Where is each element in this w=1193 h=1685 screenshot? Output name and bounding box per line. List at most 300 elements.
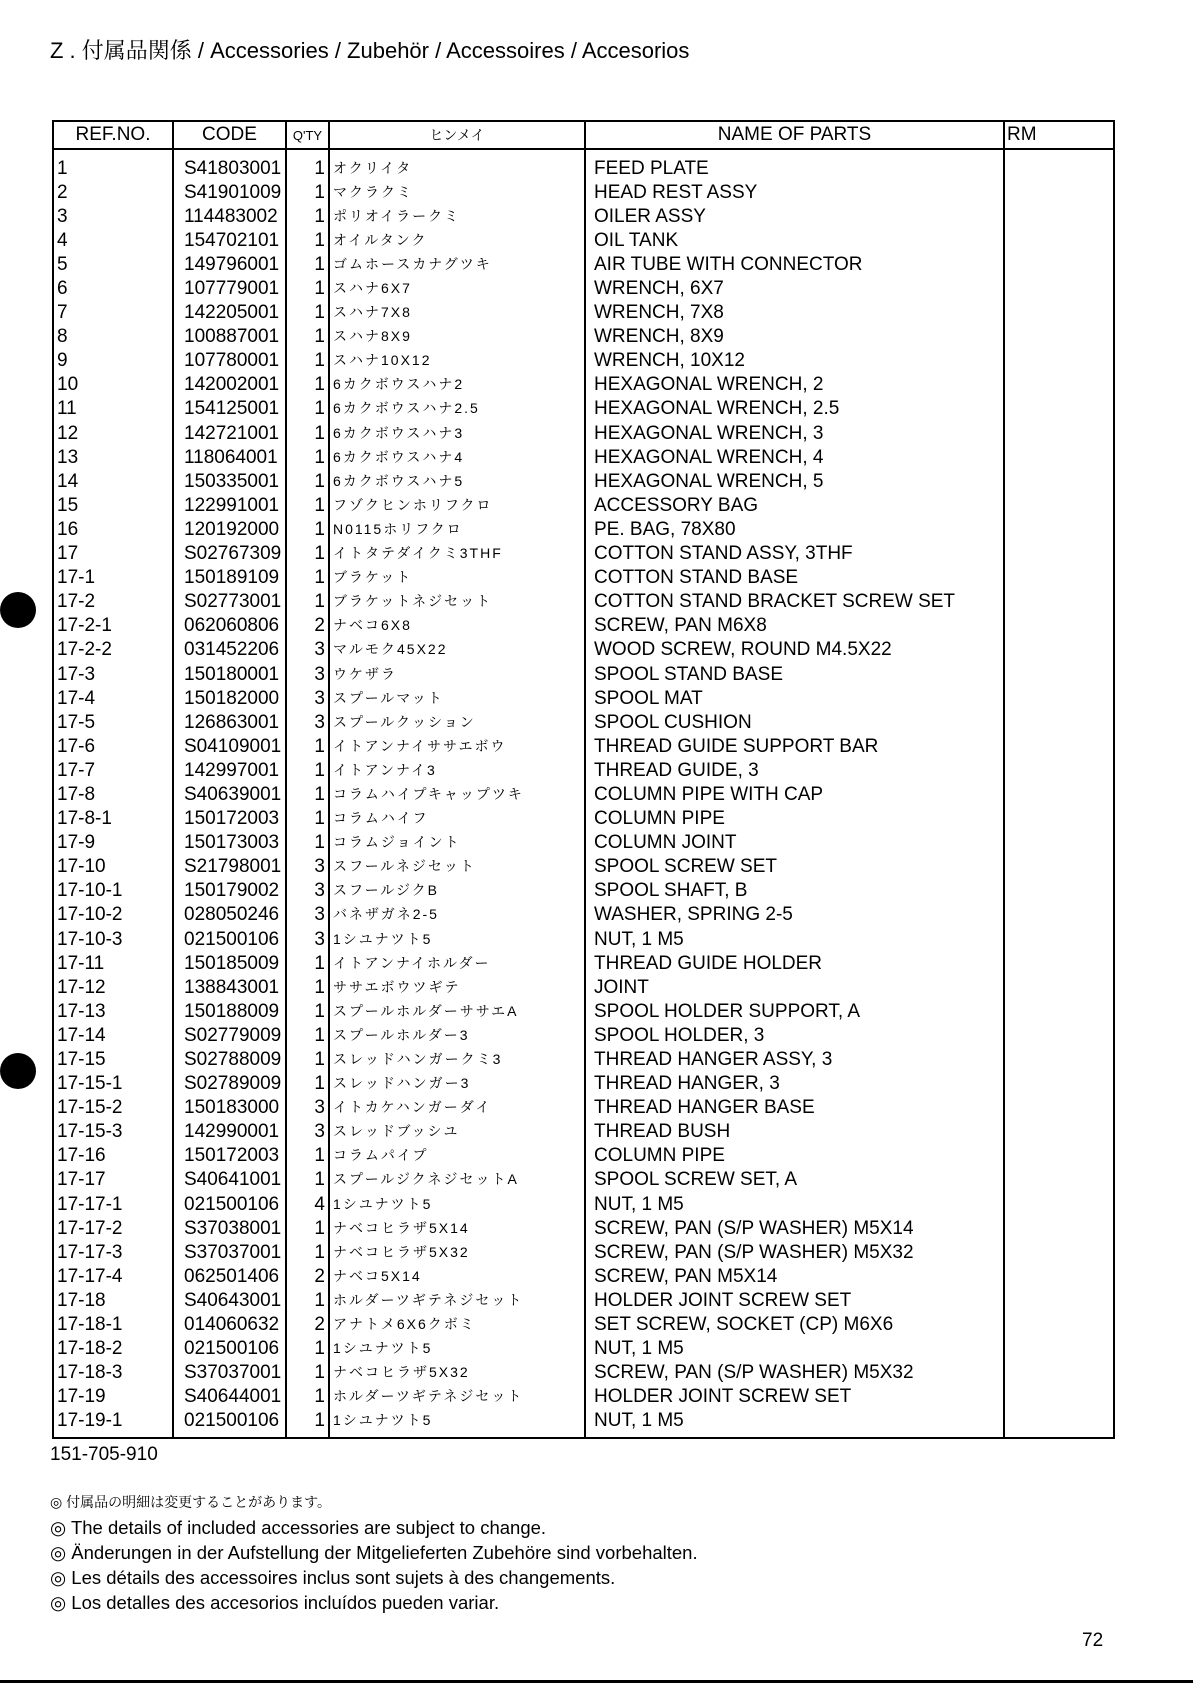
note-french: ◎ Les détails des accessoires inclus sont sujets à des changements. <box>50 1567 616 1588</box>
cell-name-of-parts: NUT, 1 M5 <box>585 927 1004 951</box>
cell-kana-name: イトアンナイホルダー <box>329 951 585 975</box>
cell-code: 122991001 <box>173 493 286 517</box>
cell-code: S02779009 <box>173 1023 286 1047</box>
cell-qty: 3 <box>286 879 329 903</box>
cell-ref-no: 17-18 <box>53 1288 173 1312</box>
cell-code: S02789009 <box>173 1072 286 1096</box>
cell-code: 126863001 <box>173 710 286 734</box>
cell-rm <box>1004 421 1114 445</box>
cell-name-of-parts: SCREW, PAN M6X8 <box>585 614 1004 638</box>
cell-rm <box>1004 903 1114 927</box>
cell-ref-no: 17-10 <box>53 855 173 879</box>
cell-code: 142997001 <box>173 758 286 782</box>
cell-qty: 1 <box>286 1337 329 1361</box>
note-german: ◎ Änderungen in der Aufstellung der Mitgelieferten Zubehöre sind vorbehalten. <box>50 1542 698 1563</box>
cell-code: 021500106 <box>173 1409 286 1438</box>
cell-rm <box>1004 879 1114 903</box>
cell-kana-name: 6カクボウスハナ4 <box>329 445 585 469</box>
cell-ref-no: 17-8-1 <box>53 807 173 831</box>
cell-code: 149796001 <box>173 252 286 276</box>
cell-rm <box>1004 542 1114 566</box>
cell-code: 014060632 <box>173 1313 286 1337</box>
cell-qty: 1 <box>286 349 329 373</box>
cell-ref-no: 11 <box>53 397 173 421</box>
cell-code: S02767309 <box>173 542 286 566</box>
cell-rm <box>1004 1409 1114 1438</box>
cell-rm <box>1004 662 1114 686</box>
cell-kana-name: マルモク45X22 <box>329 638 585 662</box>
cell-name-of-parts: SCREW, PAN (S/P WASHER) M5X32 <box>585 1240 1004 1264</box>
cell-qty: 3 <box>286 1120 329 1144</box>
cell-rm <box>1004 149 1114 180</box>
cell-code: S21798001 <box>173 855 286 879</box>
cell-ref-no: 13 <box>53 445 173 469</box>
cell-name-of-parts: SPOOL SCREW SET, A <box>585 1168 1004 1192</box>
cell-ref-no: 4 <box>53 228 173 252</box>
table-row <box>53 301 1114 325</box>
cell-rm <box>1004 831 1114 855</box>
cell-qty: 1 <box>286 734 329 758</box>
cell-rm <box>1004 999 1114 1023</box>
table-row <box>53 686 1114 710</box>
cell-name-of-parts: THREAD GUIDE SUPPORT BAR <box>585 734 1004 758</box>
cell-rm <box>1004 349 1114 373</box>
table-row <box>53 1240 1114 1264</box>
table-row <box>53 276 1114 300</box>
cell-kana-name: 6カクボウスハナ5 <box>329 469 585 493</box>
cell-ref-no: 17-2-1 <box>53 614 173 638</box>
table-row <box>53 614 1114 638</box>
cell-kana-name: 1シユナツト5 <box>329 1409 585 1438</box>
cell-code: 150188009 <box>173 999 286 1023</box>
table-row <box>53 517 1114 541</box>
cell-kana-name: N0115ホリフクロ <box>329 517 585 541</box>
cell-ref-no: 12 <box>53 421 173 445</box>
cell-qty: 3 <box>286 686 329 710</box>
cell-name-of-parts: OILER ASSY <box>585 204 1004 228</box>
cell-rm <box>1004 373 1114 397</box>
cell-qty: 3 <box>286 903 329 927</box>
cell-rm <box>1004 614 1114 638</box>
cell-kana-name: バネザガネ2-5 <box>329 903 585 927</box>
cell-rm <box>1004 325 1114 349</box>
cell-kana-name: スレッドハンガークミ3 <box>329 1047 585 1071</box>
cell-ref-no: 17-17-2 <box>53 1216 173 1240</box>
cell-name-of-parts: SCREW, PAN (S/P WASHER) M5X32 <box>585 1361 1004 1385</box>
cell-kana-name: スプールクッション <box>329 710 585 734</box>
page-heading: Z . 付属品関係 / Accessories / Zubehör / Accessoires / Accesorios <box>50 38 690 63</box>
cell-qty: 3 <box>286 1096 329 1120</box>
cell-qty: 1 <box>286 373 329 397</box>
cell-name-of-parts: HEXAGONAL WRENCH, 3 <box>585 421 1004 445</box>
cell-name-of-parts: WOOD SCREW, ROUND M4.5X22 <box>585 638 1004 662</box>
cell-code: S02773001 <box>173 590 286 614</box>
cell-ref-no: 17-6 <box>53 734 173 758</box>
table-row <box>53 662 1114 686</box>
notes-block <box>50 1490 698 1615</box>
cell-name-of-parts: THREAD GUIDE HOLDER <box>585 951 1004 975</box>
cell-qty: 1 <box>286 1240 329 1264</box>
note-japanese: ◎ 付属品の明細は変更することがあります。 <box>50 1494 331 1510</box>
header-kana-name: ヒンメイ <box>329 121 585 149</box>
cell-code: 062060806 <box>173 614 286 638</box>
cell-qty: 1 <box>286 421 329 445</box>
cell-rm <box>1004 951 1114 975</box>
cell-name-of-parts: SPOOL STAND BASE <box>585 662 1004 686</box>
cell-rm <box>1004 1096 1114 1120</box>
cell-qty: 2 <box>286 1313 329 1337</box>
cell-kana-name: スハナ7X8 <box>329 301 585 325</box>
cell-rm <box>1004 686 1114 710</box>
table-row <box>53 590 1114 614</box>
cell-qty: 3 <box>286 855 329 879</box>
cell-qty: 1 <box>286 975 329 999</box>
cell-ref-no: 17-15-2 <box>53 1096 173 1120</box>
cell-ref-no: 17-10-2 <box>53 903 173 927</box>
cell-rm <box>1004 1168 1114 1192</box>
cell-rm <box>1004 1264 1114 1288</box>
cell-name-of-parts: THREAD GUIDE, 3 <box>585 758 1004 782</box>
table-row <box>53 180 1114 204</box>
cell-kana-name: ナベコヒラザ5X32 <box>329 1361 585 1385</box>
cell-kana-name: スレッドブッシユ <box>329 1120 585 1144</box>
table-row <box>53 1337 1114 1361</box>
cell-qty: 4 <box>286 1192 329 1216</box>
cell-kana-name: イトタテダイクミ3THF <box>329 542 585 566</box>
cell-code: 154702101 <box>173 228 286 252</box>
cell-kana-name: アナトメ6X6クボミ <box>329 1313 585 1337</box>
cell-name-of-parts: HEXAGONAL WRENCH, 4 <box>585 445 1004 469</box>
cell-code: S41803001 <box>173 149 286 180</box>
cell-code: 021500106 <box>173 927 286 951</box>
cell-kana-name: ホルダーツギテネジセット <box>329 1385 585 1409</box>
cell-ref-no: 17-5 <box>53 710 173 734</box>
cell-kana-name: イトカケハンガーダイ <box>329 1096 585 1120</box>
cell-qty: 1 <box>286 807 329 831</box>
cell-code: 150172003 <box>173 1144 286 1168</box>
cell-code: 107780001 <box>173 349 286 373</box>
cell-code: 154125001 <box>173 397 286 421</box>
cell-code: S40644001 <box>173 1385 286 1409</box>
cell-name-of-parts: JOINT <box>585 975 1004 999</box>
table-row <box>53 1361 1114 1385</box>
cell-code: 150172003 <box>173 807 286 831</box>
cell-name-of-parts: ACCESSORY BAG <box>585 493 1004 517</box>
table-row <box>53 903 1114 927</box>
cell-name-of-parts: WRENCH, 6X7 <box>585 276 1004 300</box>
table-row <box>53 807 1114 831</box>
cell-name-of-parts: HEXAGONAL WRENCH, 2 <box>585 373 1004 397</box>
cell-code: 150189109 <box>173 566 286 590</box>
table-row <box>53 1023 1114 1047</box>
cell-kana-name: ホルダーツギテネジセット <box>329 1288 585 1312</box>
table-row <box>53 1168 1114 1192</box>
cell-name-of-parts: COLUMN PIPE <box>585 1144 1004 1168</box>
header-ref-no: REF.NO. <box>53 121 173 149</box>
cell-ref-no: 17-1 <box>53 566 173 590</box>
cell-ref-no: 17-13 <box>53 999 173 1023</box>
cell-rm <box>1004 1047 1114 1071</box>
cell-ref-no: 6 <box>53 276 173 300</box>
cell-code: S37038001 <box>173 1216 286 1240</box>
cell-name-of-parts: COLUMN JOINT <box>585 831 1004 855</box>
cell-name-of-parts: THREAD HANGER ASSY, 3 <box>585 1047 1004 1071</box>
table-row <box>53 782 1114 806</box>
table-row <box>53 1120 1114 1144</box>
cell-kana-name: スフールネジセット <box>329 855 585 879</box>
cell-kana-name: 6カクボウスハナ2 <box>329 373 585 397</box>
cell-name-of-parts: OIL TANK <box>585 228 1004 252</box>
cell-qty: 1 <box>286 469 329 493</box>
cell-ref-no: 17-15-3 <box>53 1120 173 1144</box>
cell-kana-name: ナベコヒラザ5X14 <box>329 1216 585 1240</box>
table-row <box>53 445 1114 469</box>
table-row <box>53 927 1114 951</box>
cell-code: 100887001 <box>173 325 286 349</box>
table-row <box>53 710 1114 734</box>
cell-qty: 1 <box>286 999 329 1023</box>
cell-name-of-parts: COTTON STAND BASE <box>585 566 1004 590</box>
cell-kana-name: ゴムホースカナグツキ <box>329 252 585 276</box>
cell-qty: 1 <box>286 1144 329 1168</box>
cell-name-of-parts: SET SCREW, SOCKET (CP) M6X6 <box>585 1313 1004 1337</box>
cell-kana-name: 1シユナツト5 <box>329 1192 585 1216</box>
cell-ref-no: 17-14 <box>53 1023 173 1047</box>
cell-qty: 2 <box>286 1264 329 1288</box>
cell-code: 062501406 <box>173 1264 286 1288</box>
cell-name-of-parts: NUT, 1 M5 <box>585 1409 1004 1438</box>
cell-name-of-parts: SCREW, PAN M5X14 <box>585 1264 1004 1288</box>
table-row <box>53 999 1114 1023</box>
cell-rm <box>1004 927 1114 951</box>
cell-ref-no: 17-9 <box>53 831 173 855</box>
cell-code: 150183000 <box>173 1096 286 1120</box>
table-row <box>53 252 1114 276</box>
document-number: 151-705-910 <box>50 1444 158 1465</box>
cell-name-of-parts: THREAD BUSH <box>585 1120 1004 1144</box>
table-body <box>53 149 1114 1438</box>
cell-ref-no: 17-11 <box>53 951 173 975</box>
cell-rm <box>1004 1288 1114 1312</box>
cell-ref-no: 17-15 <box>53 1047 173 1071</box>
table-row <box>53 1409 1114 1438</box>
cell-kana-name: 1シユナツト5 <box>329 1337 585 1361</box>
header-rm: RM <box>1004 121 1114 149</box>
cell-kana-name: ブラケット <box>329 566 585 590</box>
accessories-parts-table <box>52 120 1115 1439</box>
cell-kana-name: ナベコヒラザ5X32 <box>329 1240 585 1264</box>
cell-code: S37037001 <box>173 1361 286 1385</box>
cell-code: S37037001 <box>173 1240 286 1264</box>
table-row <box>53 325 1114 349</box>
cell-code: S40643001 <box>173 1288 286 1312</box>
cell-name-of-parts: SPOOL MAT <box>585 686 1004 710</box>
cell-qty: 1 <box>286 1288 329 1312</box>
cell-rm <box>1004 1023 1114 1047</box>
cell-qty: 1 <box>286 397 329 421</box>
table-row <box>53 879 1114 903</box>
cell-qty: 1 <box>286 204 329 228</box>
table-row <box>53 1264 1114 1288</box>
cell-kana-name: スプールホルダーササエA <box>329 999 585 1023</box>
cell-kana-name: オクリイタ <box>329 149 585 180</box>
cell-name-of-parts: HOLDER JOINT SCREW SET <box>585 1288 1004 1312</box>
cell-name-of-parts: SPOOL SCREW SET <box>585 855 1004 879</box>
cell-rm <box>1004 397 1114 421</box>
cell-name-of-parts: WASHER, SPRING 2-5 <box>585 903 1004 927</box>
cell-ref-no: 16 <box>53 517 173 541</box>
cell-qty: 1 <box>286 493 329 517</box>
cell-rm <box>1004 1072 1114 1096</box>
cell-ref-no: 17-17-4 <box>53 1264 173 1288</box>
cell-rm <box>1004 734 1114 758</box>
cell-code: 150180001 <box>173 662 286 686</box>
cell-rm <box>1004 469 1114 493</box>
cell-kana-name: 1シユナツト5 <box>329 927 585 951</box>
cell-rm <box>1004 276 1114 300</box>
cell-qty: 1 <box>286 542 329 566</box>
cell-kana-name: コラムハイプキャップツキ <box>329 782 585 806</box>
cell-ref-no: 7 <box>53 301 173 325</box>
cell-rm <box>1004 975 1114 999</box>
table-row <box>53 349 1114 373</box>
cell-name-of-parts: COLUMN PIPE WITH CAP <box>585 782 1004 806</box>
cell-ref-no: 1 <box>53 149 173 180</box>
table-row <box>53 373 1114 397</box>
cell-kana-name: マクラクミ <box>329 180 585 204</box>
cell-kana-name: スハナ10X12 <box>329 349 585 373</box>
cell-kana-name: スプールジクネジセットA <box>329 1168 585 1192</box>
cell-ref-no: 17-8 <box>53 782 173 806</box>
table-row <box>53 421 1114 445</box>
cell-code: 150179002 <box>173 879 286 903</box>
cell-code: 107779001 <box>173 276 286 300</box>
cell-name-of-parts: SPOOL CUSHION <box>585 710 1004 734</box>
cell-code: 150182000 <box>173 686 286 710</box>
table-row <box>53 493 1114 517</box>
cell-code: 142721001 <box>173 421 286 445</box>
cell-ref-no: 17-18-2 <box>53 1337 173 1361</box>
table-row <box>53 228 1114 252</box>
cell-code: 142990001 <box>173 1120 286 1144</box>
cell-rm <box>1004 493 1114 517</box>
cell-ref-no: 5 <box>53 252 173 276</box>
cell-ref-no: 10 <box>53 373 173 397</box>
cell-name-of-parts: COTTON STAND BRACKET SCREW SET <box>585 590 1004 614</box>
cell-qty: 1 <box>286 517 329 541</box>
cell-kana-name: スハナ6X7 <box>329 276 585 300</box>
cell-qty: 1 <box>286 276 329 300</box>
table-row <box>53 1192 1114 1216</box>
table-row <box>53 975 1114 999</box>
note-spanish: ◎ Los detalles des accesorios incluídos pueden variar. <box>50 1592 500 1613</box>
cell-name-of-parts: SCREW, PAN (S/P WASHER) M5X14 <box>585 1216 1004 1240</box>
cell-name-of-parts: COTTON STAND ASSY, 3THF <box>585 542 1004 566</box>
cell-ref-no: 17-17-1 <box>53 1192 173 1216</box>
cell-name-of-parts: HEXAGONAL WRENCH, 5 <box>585 469 1004 493</box>
cell-qty: 1 <box>286 325 329 349</box>
bottom-rule <box>0 1680 1193 1683</box>
cell-ref-no: 9 <box>53 349 173 373</box>
cell-name-of-parts: NUT, 1 M5 <box>585 1192 1004 1216</box>
cell-kana-name: スプールマット <box>329 686 585 710</box>
cell-kana-name: ポリオイラークミ <box>329 204 585 228</box>
cell-qty: 1 <box>286 180 329 204</box>
cell-code: 031452206 <box>173 638 286 662</box>
cell-rm <box>1004 445 1114 469</box>
cell-qty: 1 <box>286 301 329 325</box>
cell-kana-name: ササエボウツギテ <box>329 975 585 999</box>
cell-name-of-parts: SPOOL SHAFT, B <box>585 879 1004 903</box>
cell-code: S40639001 <box>173 782 286 806</box>
cell-rm <box>1004 180 1114 204</box>
cell-rm <box>1004 1192 1114 1216</box>
cell-code: 028050246 <box>173 903 286 927</box>
cell-ref-no: 17-3 <box>53 662 173 686</box>
cell-name-of-parts: HEXAGONAL WRENCH, 2.5 <box>585 397 1004 421</box>
cell-ref-no: 17-19 <box>53 1385 173 1409</box>
cell-rm <box>1004 1240 1114 1264</box>
cell-name-of-parts: SPOOL HOLDER SUPPORT, A <box>585 999 1004 1023</box>
table-header-row <box>53 121 1114 149</box>
table-row <box>53 734 1114 758</box>
cell-qty: 1 <box>286 1385 329 1409</box>
cell-qty: 1 <box>286 228 329 252</box>
binder-hole-mark <box>0 592 36 628</box>
cell-ref-no: 17-2 <box>53 590 173 614</box>
cell-kana-name: オイルタンク <box>329 228 585 252</box>
cell-kana-name: イトアンナイササエボウ <box>329 734 585 758</box>
cell-kana-name: ブラケットネジセット <box>329 590 585 614</box>
cell-qty: 1 <box>286 1047 329 1071</box>
cell-name-of-parts: PE. BAG, 78X80 <box>585 517 1004 541</box>
cell-name-of-parts: THREAD HANGER BASE <box>585 1096 1004 1120</box>
cell-qty: 1 <box>286 1072 329 1096</box>
table-row <box>53 831 1114 855</box>
table-row <box>53 855 1114 879</box>
cell-qty: 3 <box>286 662 329 686</box>
cell-name-of-parts: HOLDER JOINT SCREW SET <box>585 1385 1004 1409</box>
cell-code: 021500106 <box>173 1337 286 1361</box>
cell-ref-no: 17-15-1 <box>53 1072 173 1096</box>
cell-qty: 2 <box>286 614 329 638</box>
table-row <box>53 149 1114 180</box>
table-row <box>53 1288 1114 1312</box>
cell-qty: 1 <box>286 1023 329 1047</box>
cell-code: 150173003 <box>173 831 286 855</box>
cell-qty: 3 <box>286 927 329 951</box>
cell-rm <box>1004 855 1114 879</box>
cell-ref-no: 8 <box>53 325 173 349</box>
cell-kana-name: ナベコ6X8 <box>329 614 585 638</box>
cell-rm <box>1004 517 1114 541</box>
cell-ref-no: 17-17 <box>53 1168 173 1192</box>
cell-name-of-parts: WRENCH, 10X12 <box>585 349 1004 373</box>
cell-rm <box>1004 710 1114 734</box>
cell-rm <box>1004 228 1114 252</box>
cell-kana-name: スレッドハンガー3 <box>329 1072 585 1096</box>
cell-kana-name: コラムパイプ <box>329 1144 585 1168</box>
cell-code: 120192000 <box>173 517 286 541</box>
cell-rm <box>1004 1120 1114 1144</box>
table-row <box>53 469 1114 493</box>
cell-kana-name: スハナ8X9 <box>329 325 585 349</box>
cell-ref-no: 17-16 <box>53 1144 173 1168</box>
cell-qty: 3 <box>286 638 329 662</box>
cell-rm <box>1004 252 1114 276</box>
cell-kana-name: 6カクボウスハナ3 <box>329 421 585 445</box>
table-row <box>53 1047 1114 1071</box>
